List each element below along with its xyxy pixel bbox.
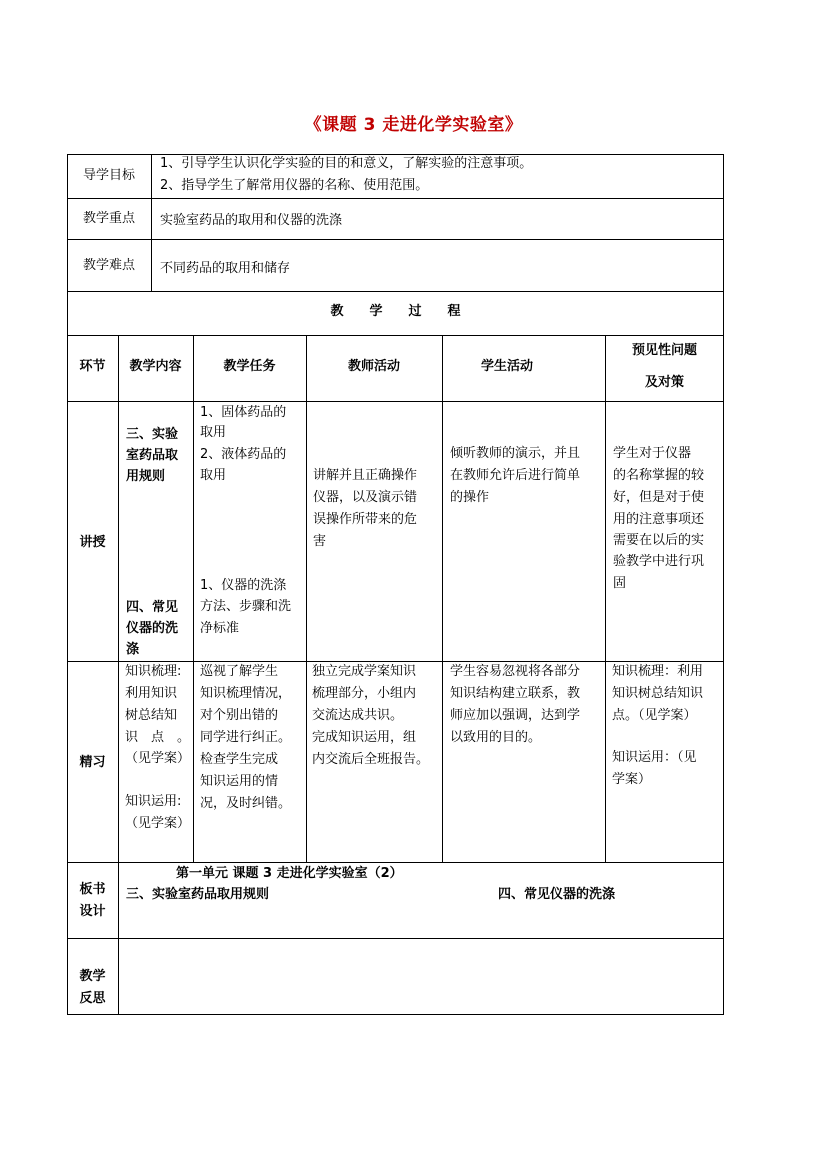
lecture-task-a-4: 取用 — [200, 468, 227, 483]
goal-line-2: 2、指导学生了解常用仪器的名称、使用范围。 — [160, 178, 429, 193]
board-label-2: 设计 — [79, 904, 106, 919]
lecture-issue-5: 需要在以后的实 — [613, 533, 705, 548]
lecture-task-a-3: 2、液体药品的 — [200, 447, 287, 462]
practice-task-5: 检查学生完成 — [200, 752, 279, 767]
lecture-student-2: 在教师允许后进行简单 — [450, 468, 581, 483]
lecture-student-1: 倾听教师的演示，并且 — [450, 446, 581, 461]
lecture-content-b-3: 涤 — [126, 642, 140, 657]
practice-task-6: 知识运用的情 — [200, 774, 279, 789]
lecture-stage: 讲授 — [79, 535, 106, 550]
lecture-student-3: 的操作 — [450, 490, 490, 505]
page-title: 《课题 3 走进化学实验室》 — [304, 115, 523, 135]
lecture-content-b-1: 四、常见 — [126, 600, 179, 615]
reflection-label-1: 教学 — [79, 969, 106, 984]
lecture-issue-4: 用的注意事项还 — [613, 512, 705, 527]
practice-teacher-3: 交流达成共识。 — [312, 708, 404, 723]
practice-task-2: 知识梳理情况， — [200, 686, 292, 701]
practice-issue-2: 知识树总结知识 — [612, 686, 704, 701]
board-label-1: 板书 — [79, 882, 106, 897]
practice-content-5: （见学案） — [125, 751, 191, 766]
practice-task-7: 况，及时纠错。 — [200, 796, 292, 811]
goal-line-1: 1、引导学生认识化学实验的目的和意义，了解实验的注意事项。 — [160, 156, 533, 171]
practice-content-1: 知识梳理: — [125, 664, 182, 679]
practice-stage: 精习 — [79, 755, 106, 770]
practice-issue-3: 点。（见学案） — [612, 708, 697, 723]
practice-student-3: 师应加以强调，达到学 — [450, 708, 581, 723]
board-right: 四、常见仪器的洗涤 — [498, 887, 616, 902]
lecture-content-b-2: 仪器的洗 — [126, 621, 179, 636]
board-line-1: 第一单元 课题 3 走进化学实验室（2） — [176, 866, 403, 881]
lecture-task-b-3: 净标准 — [200, 621, 240, 636]
header-stage: 环节 — [79, 359, 106, 374]
lecture-task-a-2: 取用 — [200, 425, 227, 440]
practice-task-1: 巡视了解学生 — [200, 664, 279, 679]
key-point-content: 实验室药品的取用和仪器的洗涤 — [160, 213, 343, 228]
practice-teacher-1: 独立完成学案知识 — [312, 664, 417, 679]
practice-student-2: 知识结构建立联系，教 — [450, 686, 581, 701]
lecture-content-a-2: 室药品取 — [126, 448, 179, 463]
lecture-task-b-2: 方法、步骤和洗 — [200, 599, 292, 614]
lecture-teacher-4: 害 — [313, 534, 327, 549]
lecture-issue-1: 学生对于仪器 — [613, 446, 692, 461]
practice-issue-1: 知识梳理：利用 — [612, 664, 704, 679]
lecture-content-a-3: 用规则 — [126, 469, 166, 484]
lecture-teacher-3: 误操作所带来的危 — [313, 512, 418, 527]
header-issue-2: 及对策 — [644, 375, 684, 390]
practice-teacher-5: 内交流后全班报告。 — [312, 752, 430, 767]
practice-content-2: 利用知识 — [125, 686, 178, 701]
lecture-task-b-1: 1、仪器的洗涤 — [200, 578, 287, 593]
lecture-issue-7: 固 — [613, 576, 627, 591]
lecture-teacher-1: 讲解并且正确操作 — [313, 468, 418, 483]
difficulty-content: 不同药品的取用和储存 — [160, 261, 291, 276]
lecture-issue-6: 验教学中进行巩 — [613, 554, 705, 569]
practice-issue-6: 学案） — [612, 772, 652, 787]
practice-student-4: 以致用的目的。 — [450, 730, 542, 745]
reflection-label-2: 反思 — [79, 991, 106, 1006]
goal-label: 导学目标 — [82, 168, 135, 183]
board-left: 三、实验室药品取用规则 — [126, 887, 270, 902]
header-student: 学生活动 — [480, 359, 533, 374]
practice-content-3: 树总结知 — [125, 708, 178, 723]
header-teacher: 教师活动 — [347, 359, 400, 374]
header-content: 教学内容 — [129, 359, 182, 374]
key-point-label: 教学重点 — [82, 211, 135, 226]
practice-content-4: 识 点 。 — [125, 730, 191, 745]
lecture-task-a-1: 1、固体药品的 — [200, 405, 287, 420]
difficulty-label: 教学难点 — [82, 258, 135, 273]
lecture-issue-2: 的名称掌握的较 — [613, 468, 705, 483]
practice-task-3: 对个别出错的 — [200, 708, 279, 723]
practice-content-7: 知识运用: — [125, 794, 182, 809]
header-task: 教学任务 — [223, 359, 276, 374]
practice-teacher-2: 梳理部分，小组内 — [312, 686, 417, 701]
practice-content-8: （见学案） — [125, 816, 191, 831]
practice-issue-5: 知识运用：（见 — [612, 750, 697, 765]
lecture-issue-3: 好，但是对于使 — [613, 490, 705, 505]
practice-task-4: 同学进行纠正。 — [200, 730, 292, 745]
header-issue-1: 预见性问题 — [631, 343, 697, 358]
process-heading: 教 学 过 程 — [330, 304, 461, 319]
practice-teacher-4: 完成知识运用，组 — [312, 730, 417, 745]
practice-student-1: 学生容易忽视将各部分 — [450, 664, 581, 679]
lecture-teacher-2: 仪器，以及演示错 — [313, 490, 418, 505]
lecture-content-a-1: 三、实验 — [126, 427, 179, 442]
